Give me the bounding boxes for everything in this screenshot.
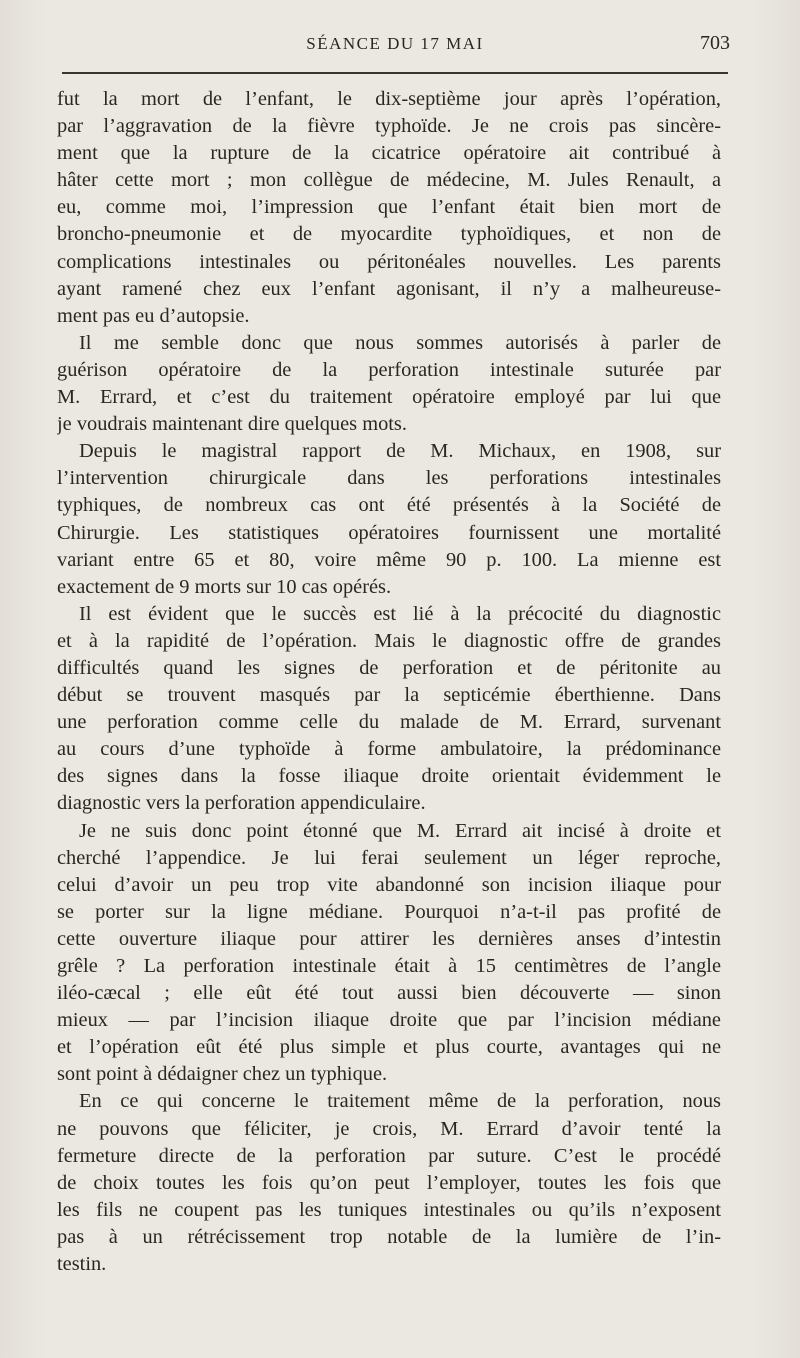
text-line: En ce qui concerne le traitement même de la perforation, nous bbox=[79, 1090, 721, 1113]
text-line: de choix toutes les fois qu’on peut l’employer, toutes les fois que bbox=[57, 1171, 721, 1194]
text-line: broncho-pneumonie et de myocardite typhoïdiques, et non de bbox=[57, 223, 721, 246]
text-line: celui d’avoir un peu trop vite abandonné son incision iliaque pour bbox=[57, 873, 721, 896]
text-line: guérison opératoire de la perforation intestinale suturée par bbox=[57, 358, 721, 381]
text-line: sont point à dédaigner chez un typhique. bbox=[57, 1063, 388, 1086]
text-line: et l’opération eût été plus simple et plus courte, avantages qui ne bbox=[57, 1036, 721, 1059]
text-line: ayant ramené chez eux l’enfant agonisant, il n’y a malheureuse- bbox=[57, 277, 721, 300]
text-line: mieux — par l’incision iliaque droite que par l’incision médiane bbox=[57, 1009, 721, 1032]
text-line: Il est évident que le succès est lié à la précocité du diagnostic bbox=[79, 602, 721, 625]
page-number: 703 bbox=[700, 32, 730, 54]
text-line: et à la rapidité de l’opération. Mais le diagnostic offre de grandes bbox=[57, 629, 721, 652]
text-line: Depuis le magistral rapport de M. Michaux, en 1908, sur bbox=[79, 440, 721, 463]
text-line: Il me semble donc que nous sommes autorisés à parler de bbox=[79, 331, 721, 354]
body-text bbox=[57, 86, 721, 1278]
text-line: fermeture directe de la perforation par suture. C’est le procédé bbox=[57, 1144, 721, 1167]
text-line: eu, comme moi, l’impression que l’enfant était bien mort de bbox=[57, 196, 721, 219]
text-line: se porter sur la ligne médiane. Pourquoi n’a-t-il pas profité de bbox=[57, 900, 721, 923]
text-line: difficultés quand les signes de perforation et de péritonite au bbox=[57, 656, 721, 679]
text-line: Je ne suis donc point étonné que M. Errard ait incisé à droite et bbox=[79, 819, 721, 842]
text-line: l’intervention chirurgicale dans les perforations intestinales bbox=[57, 467, 721, 490]
text-line: complications intestinales ou péritonéales nouvelles. Les parents bbox=[57, 250, 721, 273]
text-line: les fils ne coupent pas les tuniques intestinales ou qu’ils n’exposent bbox=[57, 1198, 721, 1221]
text-line: testin. bbox=[57, 1253, 107, 1276]
text-line: pas à un rétrécissement trop notable de la lumière de l’in- bbox=[57, 1225, 721, 1248]
text-line: cherché l’appendice. Je lui ferai seulement un léger reproche, bbox=[57, 846, 721, 869]
text-line: par l’aggravation de la fièvre typhoïde. Je ne crois pas sincère- bbox=[57, 115, 721, 138]
text-line: je voudrais maintenant dire quelques mots. bbox=[57, 413, 407, 436]
text-line: Chirurgie. Les statistiques opératoires fournissent une mortalité bbox=[57, 521, 721, 544]
header-rule bbox=[62, 72, 728, 74]
text-line: début se trouvent masqués par la septicémie éberthienne. Dans bbox=[57, 684, 721, 707]
text-line: diagnostic vers la perforation appendiculaire. bbox=[57, 792, 426, 815]
running-head: SÉANCE DU 17 MAI bbox=[306, 34, 484, 53]
page-header bbox=[60, 30, 730, 62]
text-line: typhiques, de nombreux cas ont été présentés à la Société de bbox=[57, 494, 721, 517]
text-line: ment que la rupture de la cicatrice opératoire ait contribué à bbox=[57, 142, 721, 165]
text-line: ment pas eu d’autopsie. bbox=[57, 304, 250, 327]
text-line: au cours d’une typhoïde à forme ambulatoire, la prédominance bbox=[57, 738, 721, 761]
text-line: une perforation comme celle du malade de M. Errard, survenant bbox=[57, 711, 721, 734]
text-line: exactement de 9 morts sur 10 cas opérés. bbox=[57, 575, 392, 598]
text-line: iléo-cæcal ; elle eût été tout aussi bien découverte — sinon bbox=[57, 982, 721, 1005]
text-line: ne pouvons que féliciter, je crois, M. Errard d’avoir tenté la bbox=[57, 1117, 721, 1140]
text-line: hâter cette mort ; mon collègue de médecine, M. Jules Renault, a bbox=[57, 169, 721, 192]
text-line: fut la mort de l’enfant, le dix-septième jour après l’opération, bbox=[57, 88, 721, 110]
text-line: variant entre 65 et 80, voire même 90 p. 100. La mienne est bbox=[57, 548, 721, 571]
text-line: cette ouverture iliaque pour attirer les dernières anses d’intestin bbox=[57, 927, 721, 950]
text-line: des signes dans la fosse iliaque droite orientait évidemment le bbox=[57, 765, 721, 788]
text-line: grêle ? La perforation intestinale était à 15 centimètres de l’angle bbox=[57, 955, 721, 977]
text-line: M. Errard, et c’est du traitement opératoire employé par lui que bbox=[57, 386, 721, 409]
